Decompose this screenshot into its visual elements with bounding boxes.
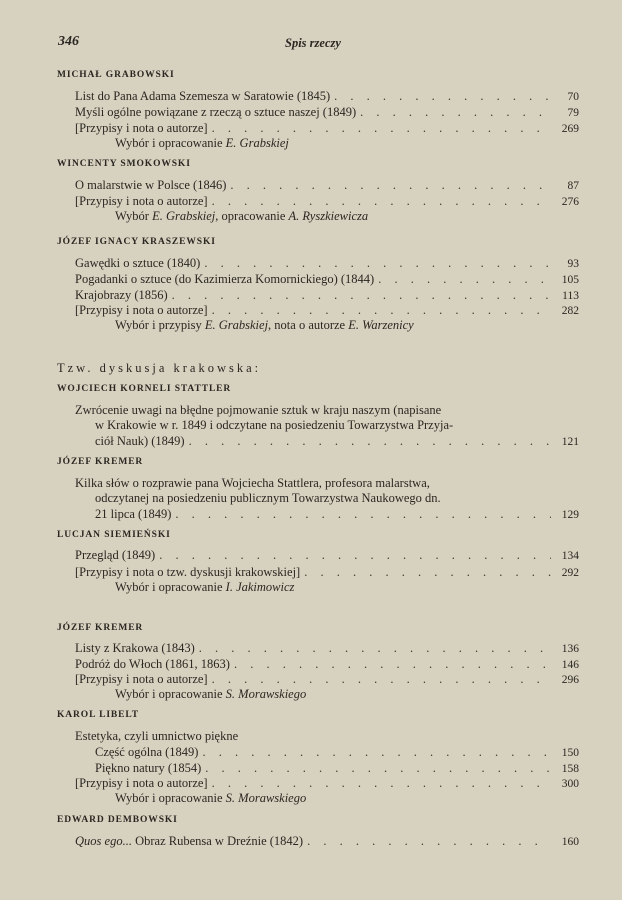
editor-credit bbox=[115, 318, 414, 333]
dot-leader bbox=[202, 745, 551, 760]
running-title: Spis rzeczy bbox=[285, 36, 341, 50]
dot-leader bbox=[212, 121, 551, 136]
toc-entry bbox=[75, 565, 579, 581]
author-heading: LUCJAN SIEMIEŃSKI bbox=[57, 530, 171, 540]
entry-title: Piękno natury (1854) bbox=[95, 761, 202, 775]
author-heading: WINCENTY SMOKOWSKI bbox=[57, 159, 191, 169]
credit-name: E. Grabskiej bbox=[152, 209, 216, 223]
entry-title: 21 lipca (1849) bbox=[95, 507, 172, 521]
toc-entry bbox=[75, 121, 579, 137]
entry-page: 129 bbox=[561, 509, 579, 521]
toc-entry bbox=[75, 303, 579, 319]
credit-name: E. Grabskiej bbox=[204, 318, 269, 332]
author-heading: MICHAŁ GRABOWSKI bbox=[57, 70, 175, 80]
entry-title: Myśli ogólne powiązane z rzeczą o sztuce naszej (1849) bbox=[75, 105, 357, 119]
dot-leader bbox=[378, 272, 551, 287]
toc-entry bbox=[95, 434, 579, 450]
entry-page: 160 bbox=[561, 836, 579, 848]
entry-page: 70 bbox=[567, 91, 579, 103]
page-number: 346 bbox=[58, 34, 79, 49]
author-heading: WOJCIECH KORNELI STATTLER bbox=[57, 384, 232, 394]
toc-entry bbox=[75, 194, 579, 210]
entry-page: 113 bbox=[562, 290, 579, 302]
toc-entry bbox=[95, 507, 579, 523]
toc-entry bbox=[75, 548, 579, 564]
entry-title: [Przypisy i nota o autorze] bbox=[75, 672, 208, 686]
entry-title-line: Kilka słów o rozprawie pana Wojciecha Stattlera, profesora malarstwa, bbox=[75, 476, 430, 490]
entry-page: 292 bbox=[561, 567, 579, 579]
author-heading: KAROL LIBELT bbox=[57, 710, 139, 720]
credit-name: A. Ryszkiewicza bbox=[288, 209, 369, 223]
editor-credit bbox=[115, 687, 306, 702]
entry-title: [Przypisy i nota o autorze] bbox=[75, 303, 208, 317]
entry-title: List do Pana Adama Szemesza w Saratowie (1845) bbox=[75, 89, 331, 103]
credit-name: S. Morawskiego bbox=[225, 791, 307, 805]
entry-title-line: odczytanej na posiedzeniu publicznym Towarzystwa Naukowego dn. bbox=[95, 491, 441, 505]
entry-title: [Przypisy i nota o autorze] bbox=[75, 776, 208, 790]
entry-title: [Przypisy i nota o tzw. dyskusji krakowskiej] bbox=[75, 565, 301, 579]
dot-leader bbox=[304, 565, 551, 580]
dot-leader bbox=[212, 303, 551, 318]
toc-entry bbox=[75, 105, 579, 121]
credit-text: Wybór i przypisy bbox=[115, 318, 205, 332]
entry-title: Przegląd (1849) bbox=[75, 548, 156, 562]
entry-page: 136 bbox=[561, 643, 579, 655]
entry-page: 282 bbox=[561, 305, 579, 317]
entry-page: 105 bbox=[561, 274, 579, 286]
dot-leader bbox=[307, 834, 551, 849]
entry-title: Podróż do Włoch (1861, 1863) bbox=[75, 657, 230, 671]
credit-text: , nota o autorze bbox=[268, 318, 349, 332]
author-heading: EDWARD DEMBOWSKI bbox=[57, 815, 178, 825]
credit-text: , opracowanie bbox=[215, 209, 289, 223]
toc-entry bbox=[75, 657, 579, 673]
entry-page: 134 bbox=[561, 550, 579, 562]
toc-entry bbox=[75, 834, 579, 850]
section-heading: Tzw. dyskusja krakowska: bbox=[57, 361, 262, 375]
editor-credit bbox=[115, 791, 306, 806]
entry-title: [Przypisy i nota o autorze] bbox=[75, 194, 208, 208]
entry-page: 296 bbox=[561, 674, 579, 686]
entry-page: 158 bbox=[561, 763, 579, 775]
entry-page: 87 bbox=[567, 180, 579, 192]
dot-leader bbox=[199, 641, 551, 656]
entry-page: 146 bbox=[561, 659, 579, 671]
credit-name: E. Grabskiej bbox=[225, 136, 289, 150]
toc-entry bbox=[75, 178, 579, 194]
dot-leader bbox=[334, 89, 551, 104]
dot-leader bbox=[175, 507, 551, 522]
toc-entry bbox=[75, 288, 579, 304]
entry-title bbox=[75, 834, 303, 849]
toc-entry bbox=[75, 272, 579, 288]
entry-title: O malarstwie w Polsce (1846) bbox=[75, 178, 227, 192]
toc-entry bbox=[75, 89, 579, 105]
dot-leader bbox=[205, 761, 551, 776]
dot-leader bbox=[159, 548, 551, 563]
entry-title: [Przypisy i nota o autorze] bbox=[75, 121, 208, 135]
editor-credit bbox=[115, 580, 294, 595]
toc-entry bbox=[75, 776, 579, 792]
entry-title: Część ogólna (1849) bbox=[95, 745, 199, 759]
entry-title: Gawędki o sztuce (1840) bbox=[75, 256, 201, 270]
dot-leader bbox=[230, 178, 551, 193]
dot-leader bbox=[234, 657, 551, 672]
editor-credit bbox=[115, 209, 368, 224]
entry-title: Listy z Krakowa (1843) bbox=[75, 641, 195, 655]
entry-title: Pogadanki o sztuce (do Kazimierza Komornickiego) (1844) bbox=[75, 272, 375, 286]
entry-page: 276 bbox=[561, 196, 579, 208]
credit-text: Wybór i opracowanie bbox=[115, 136, 226, 150]
dot-leader bbox=[212, 194, 551, 209]
credit-text: Wybór i opracowanie bbox=[115, 580, 226, 594]
dot-leader bbox=[212, 672, 551, 687]
credit-text: Wybór i opracowanie bbox=[115, 687, 226, 701]
author-heading: JÓZEF KREMER bbox=[57, 623, 144, 633]
entry-page: 79 bbox=[567, 107, 579, 119]
dot-leader bbox=[360, 105, 551, 120]
entry-title-line: w Krakowie w r. 1849 i odczytane na posiedzeniu Towarzystwa Przyja- bbox=[95, 418, 454, 432]
editor-credit bbox=[115, 136, 289, 151]
entry-title-rest: Obraz Rubensa w Dreźnie (1842) bbox=[131, 834, 304, 848]
dot-leader bbox=[204, 256, 551, 271]
credit-name: I. Jakimowicz bbox=[225, 580, 295, 594]
toc-entry bbox=[95, 761, 579, 777]
toc-entry bbox=[75, 672, 579, 688]
dot-leader bbox=[172, 288, 551, 303]
entry-page: 300 bbox=[561, 778, 579, 790]
entry-title-line: Estetyka, czyli umnictwo piękne bbox=[75, 729, 239, 743]
entry-page: 269 bbox=[561, 123, 579, 135]
toc-entry bbox=[75, 256, 579, 272]
credit-name: E. Warzenicy bbox=[348, 318, 414, 332]
entry-title-line: Zwrócenie uwagi na błędne pojmowanie sztuk w kraju naszym (napisane bbox=[75, 403, 442, 417]
toc-entry bbox=[75, 641, 579, 657]
entry-page: 93 bbox=[567, 258, 579, 270]
toc-entry bbox=[95, 745, 579, 761]
credit-name: S. Morawskiego bbox=[225, 687, 307, 701]
dot-leader bbox=[212, 776, 551, 791]
entry-page: 121 bbox=[561, 436, 579, 448]
author-heading: JÓZEF IGNACY KRASZEWSKI bbox=[57, 237, 216, 247]
entry-title: Krajobrazy (1856) bbox=[75, 288, 168, 302]
credit-text: Wybór i opracowanie bbox=[115, 791, 226, 805]
entry-title-italic: Quos ego... bbox=[75, 834, 132, 848]
entry-title: ciół Nauk) (1849) bbox=[95, 434, 185, 448]
dot-leader bbox=[189, 434, 551, 449]
entry-page: 150 bbox=[561, 747, 579, 759]
credit-text: Wybór bbox=[115, 209, 153, 223]
author-heading: JÓZEF KREMER bbox=[57, 457, 144, 467]
